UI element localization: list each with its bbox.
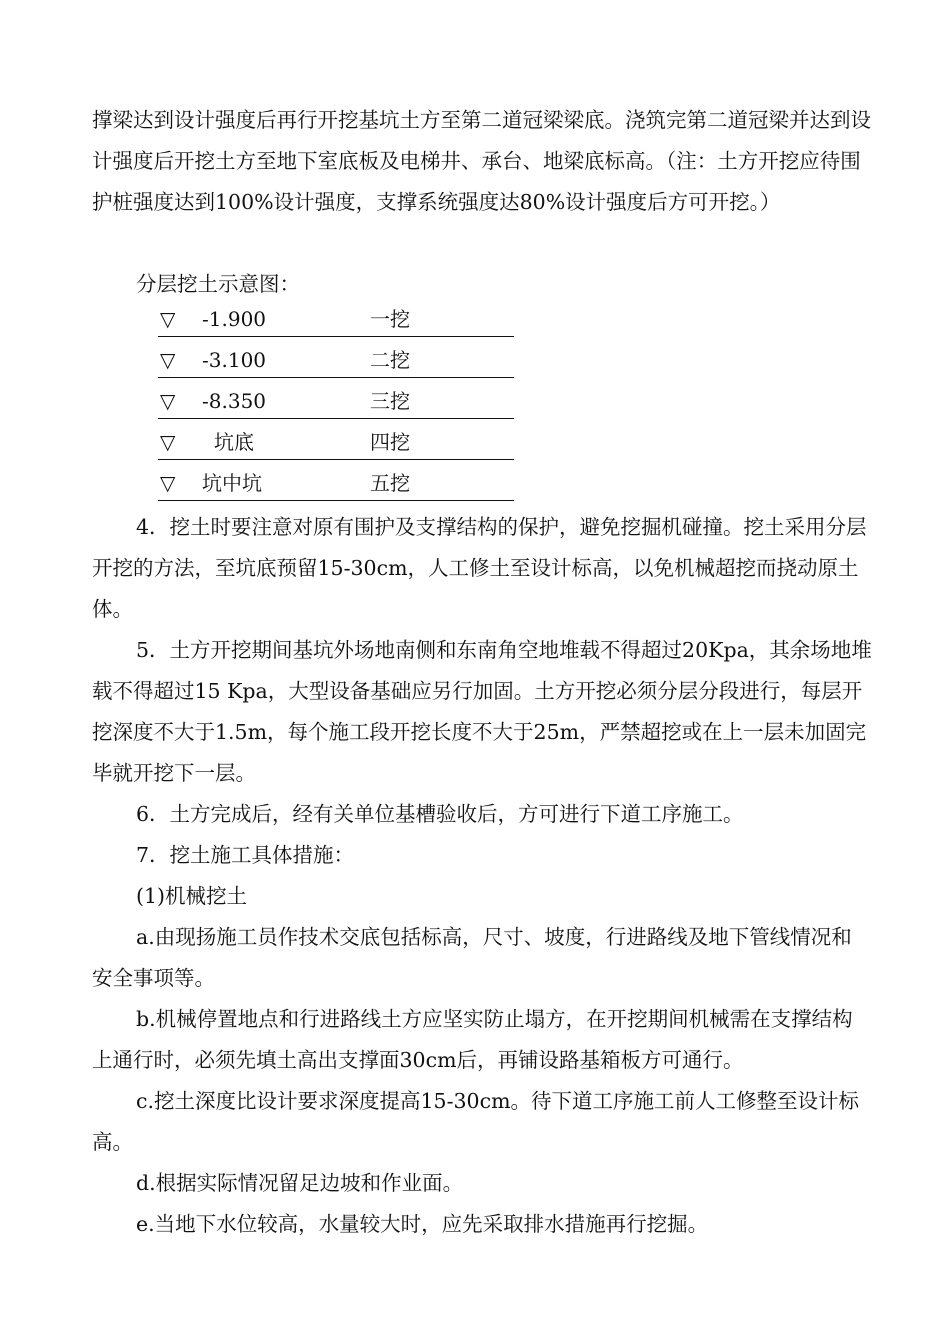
layer-elevation: 坑中坑 bbox=[202, 471, 262, 495]
layer-elevation: -1.900 bbox=[202, 307, 267, 331]
paragraph-item-4: 4．挖土时要注意对原有围护及支撑结构的保护，避免挖掘机碰撞。挖土采用分层开挖的方法，至坑底预留15-30cm，人工修土至设计标高，以免机械超挖而挠动原土体。 bbox=[92, 515, 867, 621]
layer-elevation: 坑底 bbox=[214, 430, 254, 454]
paragraph-item-7: 7．挖土施工具体措施： bbox=[136, 843, 355, 867]
layer-elevation: -3.100 bbox=[202, 348, 267, 372]
paragraph-item-5: 5．土方开挖期间基坑外场地南侧和东南角空地堆载不得超过20Kpa，其余场地堆载不得超过15 Kpa，大型设备基础应另行加固。土方开挖必须分层分段进行，每层开挖深度不大于1.5m，每个施工段开挖长度不大于25m，严禁超挖或在上一层未加固完毕就开挖下一层。 bbox=[92, 638, 872, 785]
paragraph-measure-a: a.由现扬施工员作技术交底包括标高，尺寸、坡度，行进路线及地下管线情况和安全事项等。 bbox=[92, 925, 852, 990]
elevation-marker-icon: ▽ bbox=[160, 307, 176, 331]
layer-step: 一挖 bbox=[370, 307, 410, 331]
layer-row bbox=[158, 425, 514, 460]
layer-step: 三挖 bbox=[370, 389, 410, 413]
elevation-marker-icon: ▽ bbox=[160, 389, 176, 413]
subheading-mechanical-excavation: (1)机械挖土 bbox=[136, 884, 248, 908]
elevation-marker-icon: ▽ bbox=[160, 348, 176, 372]
layer-step: 四挖 bbox=[370, 430, 410, 454]
layer-row bbox=[158, 466, 514, 501]
layer-row bbox=[158, 343, 514, 378]
paragraph-measure-c: c.挖土深度比设计要求深度提高15-30cm。待下道工序施工前人工修整至设计标高。 bbox=[92, 1089, 860, 1154]
layer-diagram-caption: 分层挖土示意图： bbox=[136, 272, 300, 296]
paragraph-measure-d: d.根据实际情况留足边坡和作业面。 bbox=[136, 1171, 464, 1195]
paragraph-measure-b: b.机械停置地点和行进路线土方应坚实防止塌方，在开挖期间机械需在支撑结构上通行时，必须先填土高出支撑面30cm后，再铺设路基箱板方可通行。 bbox=[92, 1007, 853, 1072]
paragraph-measure-e: e.当地下水位较高，水量较大时，应先采取排水措施再行挖掘。 bbox=[136, 1212, 709, 1236]
elevation-marker-icon: ▽ bbox=[160, 430, 176, 454]
layer-row bbox=[158, 302, 514, 337]
layer-elevation: -8.350 bbox=[202, 389, 267, 413]
layer-step: 二挖 bbox=[370, 348, 410, 372]
paragraph-excavation-sequence: 撑梁达到设计强度后再行开挖基坑土方至第二道冠梁梁底。浇筑完第二道冠梁并达到设计强度后开挖土方至地下室底板及电梯井、承台、地梁底标高。（注：土方开挖应待围护桩强度达到100%设计强度，支撑系统强度达80%设计强度后方可开挖。） bbox=[92, 108, 871, 214]
paragraph-item-6: 6．土方完成后，经有关单位基槽验收后，方可进行下道工序施工。 bbox=[136, 802, 744, 826]
layer-step: 五挖 bbox=[370, 471, 410, 495]
layer-row bbox=[158, 384, 514, 419]
elevation-marker-icon: ▽ bbox=[160, 471, 176, 495]
